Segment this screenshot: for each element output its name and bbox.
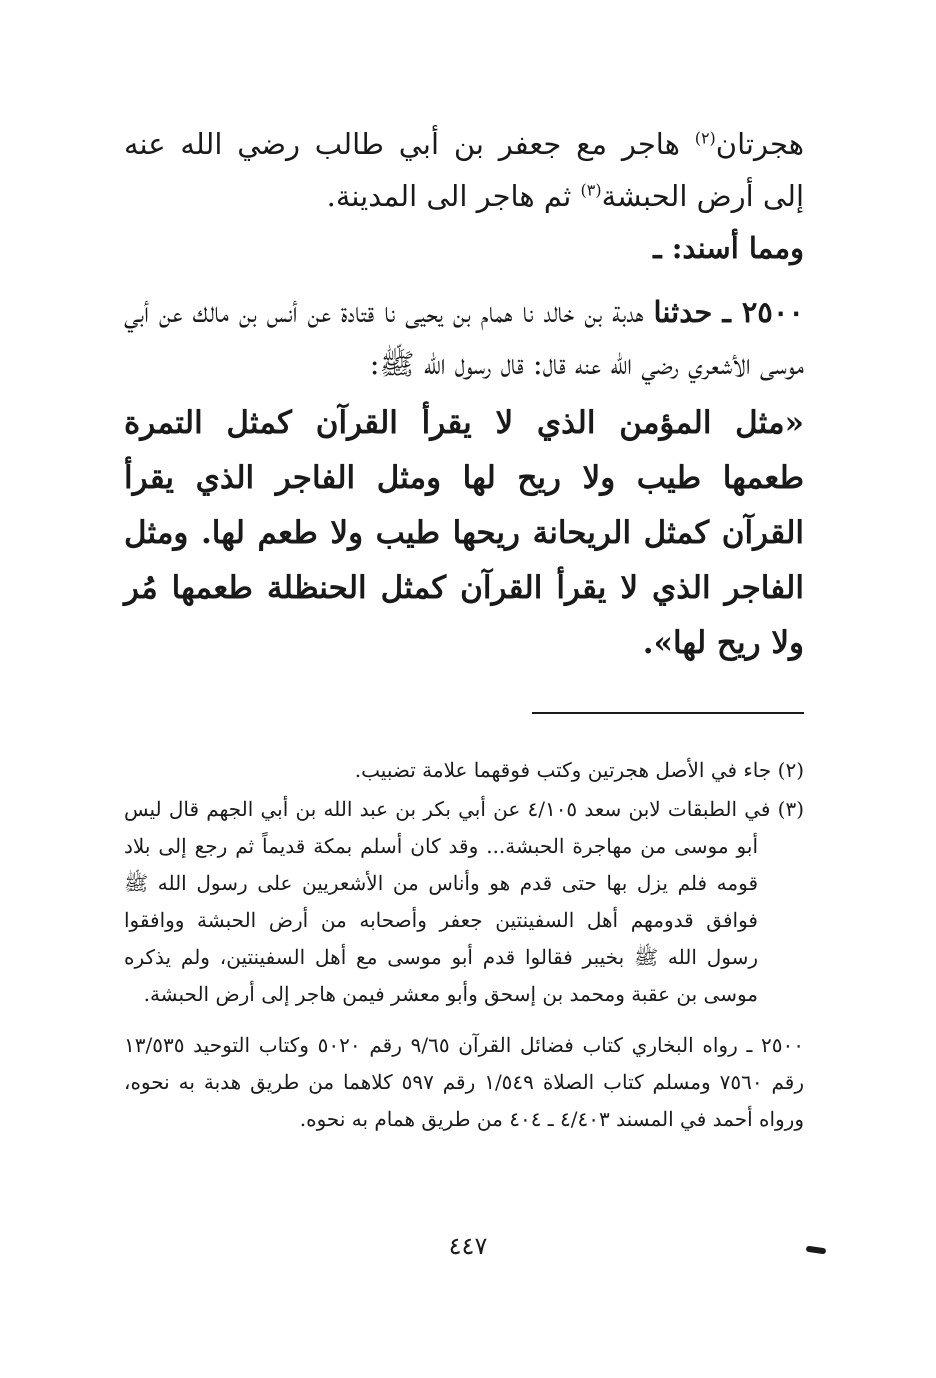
footnote-separator [532, 712, 804, 714]
footnotes [124, 752, 804, 1138]
footnote-ref-2[interactable]: (٢) [694, 128, 716, 148]
page-number: ٤٤٧ [448, 1232, 488, 1260]
footnote-2 [124, 752, 804, 789]
main-text [124, 118, 804, 671]
footnote-marker: (٢) [777, 758, 804, 782]
section-heading: ومما أسند: ـ [653, 231, 804, 265]
intro-paragraph: هجرتان$^{(٢)}$ هاجر مع جعفر بن أبي طالب رضي الله عنه إلى أرض الحبشة$^{(٣)}$ ثم هاجر الى المدينة. [124, 127, 804, 213]
footnote-marker: ٢٥٠٠ ـ [746, 1033, 804, 1057]
footnote-text: رواه البخاري كتاب فضائل القرآن ٩/٦٥ رقم ٥٠٢٠ وكتاب التوحيد ١٣/٥٣٥ رقم ٧٥٦٠ ومسلم كتاب الصلاة ١/٥٤٩ رقم ٥٩٧ كلاهما من طريق هدبة به نحوه، ورواه أحمد في المسند ٤/٤٠٣ ـ ٤٠٤ من طريق همام به نحوه. [124, 1033, 804, 1131]
hadith-number: ٢٥٠٠ ـ [722, 295, 805, 329]
footnote-text: جاء في الأصل هجرتين وكتب فوقهما علامة تضبيب. [354, 758, 778, 782]
hadith-isnad [124, 286, 804, 390]
footnote-2500 [124, 1027, 804, 1138]
hadith-chain: هدبة بن خالد نا همام بن يحيى نا قتادة عن أنس بن مالك عن أبي موسى الأشعري رضي الله عنه قال: قال رسول الله ﷺ: [124, 295, 804, 381]
footnote-marker: (٣) [777, 797, 804, 821]
footnote-ref-3[interactable]: (٣) [580, 180, 602, 200]
footnote-text: في الطبقات لابن سعد ٤/١٠٥ عن أبي بكر بن عبد الله بن أبي الجهم قال ليس أبو موسى من مهاجرة الحبشة... وقد كان أسلم بمكة قديماً ثم رجع إلى بلاد قومه فلم يزل بها حتى قدم هو وأناس من الأشعريين على رسول الله ﷺ فوافق قدومهم أهل السفينتين جعفر وأصحابه من أرض الحبشة ووافقوا رسول الله ﷺ بخيبر فقالوا قدم أبو موسى مع أهل السفينتين، ولم يذكره موسى بن عقبة ومحمد بن إسحق وأبو معشر فيمن هاجر إلى أرض الحبشة. [124, 797, 778, 1006]
hadith-verb: حدثنا [653, 295, 713, 329]
hadith-text: «مثل المؤمن الذي لا يقرأ القرآن كمثل التمرة طعمها طيب ولا ريح لها ومثل الفاجر الذي يقرأ القرآن كمثل الريحانة ريحها طيب ولا طعم لها. ومثل الفاجر الذي لا يقرأ القرآن كمثل الحنظلة طعمها مُر ولا ريح لها». [124, 405, 804, 661]
footnote-3 [124, 791, 804, 1013]
